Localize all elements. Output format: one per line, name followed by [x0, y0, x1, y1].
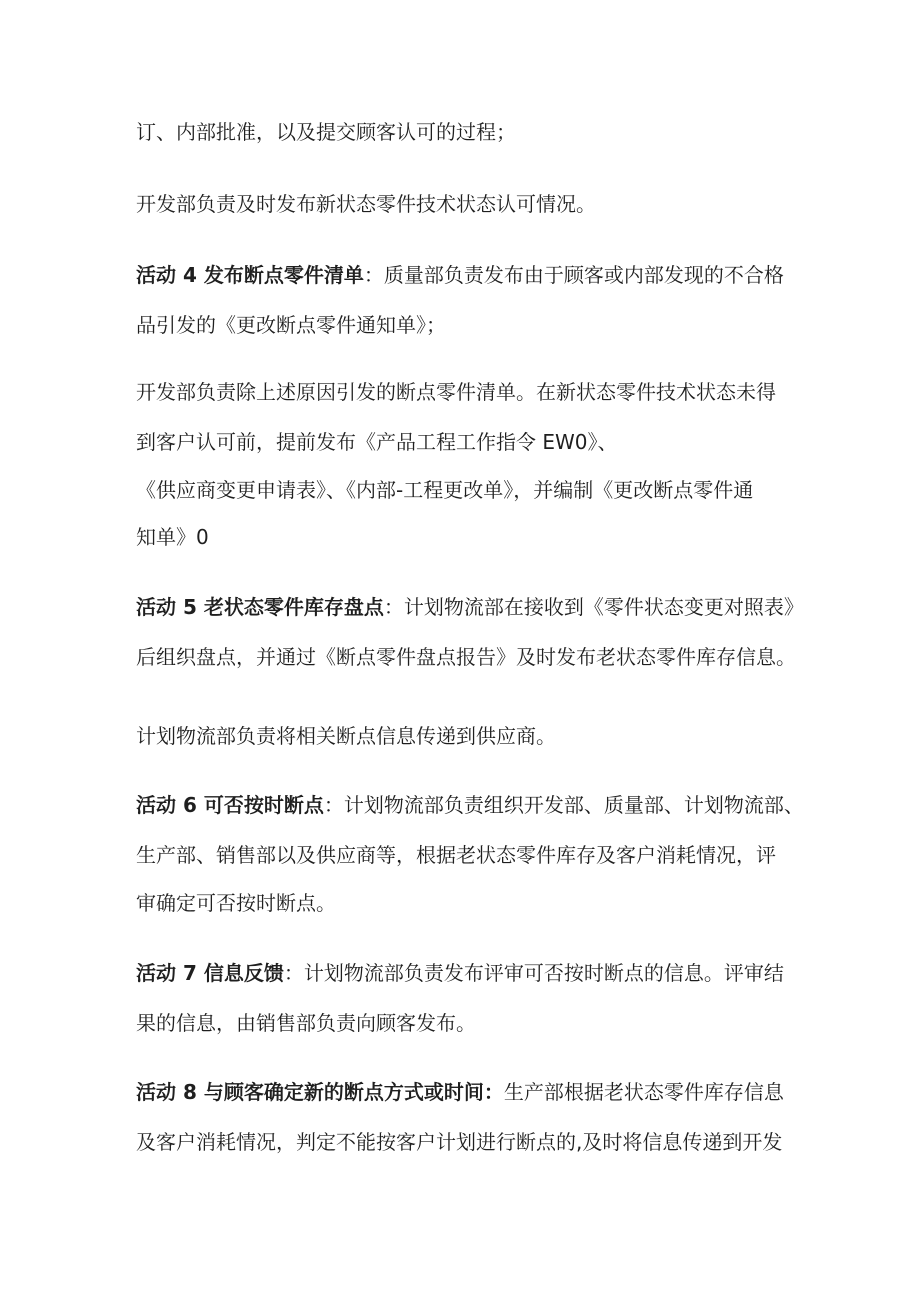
text-segment: ：计划物流部负责发布评审可否按时断点的信息。评审结	[283, 961, 784, 985]
text-segment: 生产部、销售部以及供应商等，根据老状态零件库存及客户消耗情况，评	[136, 843, 776, 867]
paragraph-line	[136, 721, 556, 751]
paragraph-line	[136, 260, 784, 290]
text-segment: 品引发的《更改断点零件通知单》；	[136, 313, 446, 337]
text-segment: 及客户消耗情况，判定不能按客户计划进行断点的,及时将信息传递到开发	[136, 1130, 783, 1154]
paragraph-line	[136, 117, 516, 147]
paragraph-line	[136, 189, 596, 219]
text-segment: ：质量部负责发布由于顾客或内部发现的不合格	[363, 263, 784, 287]
text-segment: 开发部负责除上述原因引发的断点零件清单。在新状态零件技术状态未得	[136, 380, 776, 404]
paragraph-line	[136, 1127, 782, 1157]
text-segment: 知单》0	[136, 525, 209, 549]
paragraph-line	[136, 840, 776, 870]
activity-heading: 活动 4 发布断点零件清单	[136, 263, 364, 287]
paragraph-line	[136, 310, 446, 340]
paragraph-line	[136, 377, 776, 407]
paragraph-line	[136, 1077, 784, 1107]
paragraph-line	[136, 888, 336, 918]
text-segment: 订、内部批准，以及提交顾客认可的过程；	[136, 120, 516, 144]
paragraph-line	[136, 642, 796, 672]
text-segment: 生产部根据老状态零件库存信息	[503, 1080, 784, 1104]
text-segment: 后组织盘点，并通过《断点零件盘点报告》及时发布老状态零件库存信息。	[136, 645, 796, 669]
paragraph-line	[136, 522, 209, 552]
activity-heading: 活动 6 可否按时断点	[136, 793, 324, 817]
paragraph-line	[136, 790, 804, 820]
activity-heading: 活动 8 与顾客确定新的断点方式或时间：	[136, 1080, 504, 1104]
text-segment: 审确定可否按时断点。	[136, 891, 336, 915]
paragraph-line	[136, 1008, 476, 1038]
text-segment: 计划物流部负责将相关断点信息传递到供应商。	[136, 724, 556, 748]
text-segment: ：计划物流部在接收到《零件状态变更对照表》	[383, 595, 804, 619]
text-segment: 《供应商变更申请表》、《内部-工程更改单》，并编制《更改断点零件通	[136, 478, 754, 502]
activity-heading: 活动 7 信息反馈	[136, 961, 284, 985]
text-segment: 果的信息，由销售部负责向顾客发布。	[136, 1011, 476, 1035]
text-segment: 开发部负责及时发布新状态零件技术状态认可情况。	[136, 192, 596, 216]
paragraph-line	[136, 958, 784, 988]
text-segment: 到客户认可前，提前发布《产品工程工作指令 EW0》、	[136, 430, 618, 454]
activity-heading: 活动 5 老状态零件库存盘点	[136, 595, 384, 619]
paragraph-line	[136, 427, 618, 457]
text-segment: ：计划物流部负责组织开发部、质量部、计划物流部、	[323, 793, 804, 817]
paragraph-line	[136, 592, 804, 622]
paragraph-line	[136, 475, 753, 505]
